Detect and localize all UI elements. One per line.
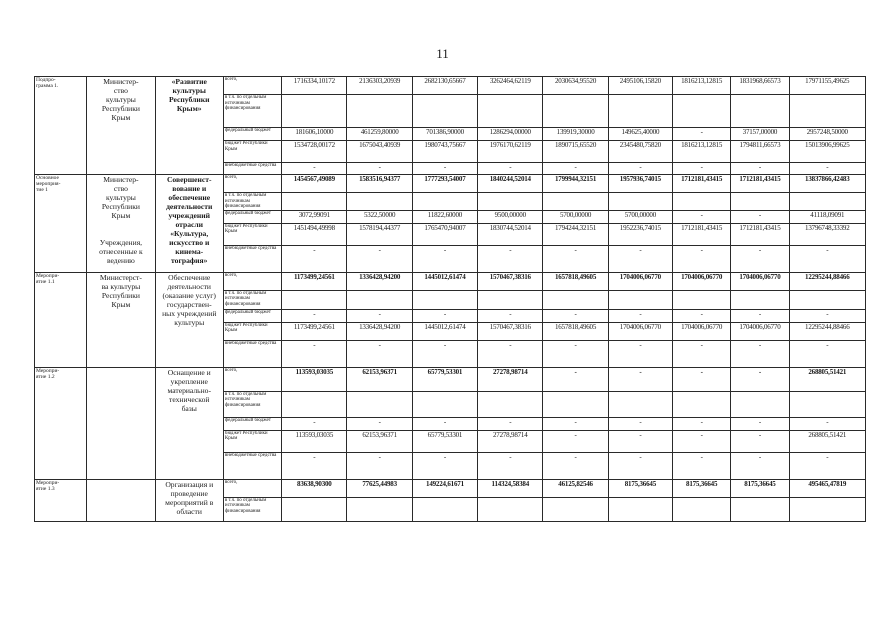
amount-cell: 65779,53301	[412, 430, 477, 452]
amount-cell: 1704006,06770	[608, 322, 672, 340]
amount-cell: -	[673, 128, 731, 141]
amount-cell: 3072,99091	[282, 210, 347, 223]
table-row	[35, 77, 866, 95]
amount-cell	[478, 290, 543, 309]
table-row	[35, 479, 866, 497]
amount-cell	[282, 497, 347, 521]
amount-cell: 1578194,44377	[347, 223, 412, 245]
budget-table	[34, 76, 866, 522]
program-title-cell: «Развитие культуры Республики Крым»	[155, 77, 223, 175]
amount-cell: 268805,51421	[789, 367, 865, 391]
amount-cell: 1704006,06770	[731, 272, 789, 290]
amount-cell: 1712181,43415	[673, 175, 731, 193]
amount-cell: -	[608, 430, 672, 452]
program-code-cell: Меропри- ятие 1.3	[35, 479, 87, 521]
amount-cell: -	[478, 309, 543, 322]
amount-cell: 12295244,88466	[789, 322, 865, 340]
amount-cell: -	[608, 452, 672, 479]
amount-cell: -	[412, 340, 477, 367]
amount-cell: -	[282, 309, 347, 322]
amount-cell: 2030634,95520	[543, 77, 608, 95]
executor-cell	[87, 479, 155, 521]
amount-cell: -	[412, 163, 477, 175]
amount-cell: -	[731, 210, 789, 223]
amount-cell: -	[478, 245, 543, 272]
amount-cell	[347, 95, 412, 128]
amount-cell: 27278,98714	[478, 430, 543, 452]
amount-cell: 3262464,62119	[478, 77, 543, 95]
amount-cell: 1712181,43415	[673, 223, 731, 245]
amount-cell	[789, 193, 865, 211]
amount-cell	[789, 290, 865, 309]
amount-cell: 1765470,94007	[412, 223, 477, 245]
amount-cell	[731, 391, 789, 417]
amount-cell: 83638,90300	[282, 479, 347, 497]
amount-cell: -	[608, 163, 672, 175]
amount-cell: 2345480,75820	[608, 141, 672, 163]
amount-cell	[347, 193, 412, 211]
amount-cell: -	[347, 417, 412, 430]
amount-cell: 62153,96371	[347, 430, 412, 452]
amount-cell: 1980743,75667	[412, 141, 477, 163]
funding-source-label: бюджет Республики Крым	[223, 430, 281, 452]
amount-cell: 8175,36645	[673, 479, 731, 497]
amount-cell: -	[673, 163, 731, 175]
amount-cell	[673, 95, 731, 128]
amount-cell: 12295244,88466	[789, 272, 865, 290]
amount-cell: -	[608, 309, 672, 322]
amount-cell: 1831968,66573	[731, 77, 789, 95]
executor-cell	[87, 367, 155, 479]
amount-cell: 1957936,74015	[608, 175, 672, 193]
amount-cell: 1976170,62119	[478, 141, 543, 163]
amount-cell	[282, 95, 347, 128]
amount-cell: 1583516,94377	[347, 175, 412, 193]
amount-cell: 1712181,43415	[731, 223, 789, 245]
amount-cell: 114324,58384	[478, 479, 543, 497]
funding-source-label: федеральный бюджет	[223, 417, 281, 430]
amount-cell: 1570467,38316	[478, 322, 543, 340]
amount-cell: 2495106,15820	[608, 77, 672, 95]
amount-cell	[673, 290, 731, 309]
amount-cell	[347, 497, 412, 521]
table-row	[35, 175, 866, 193]
amount-cell: -	[543, 245, 608, 272]
amount-cell: -	[731, 163, 789, 175]
amount-cell	[412, 391, 477, 417]
amount-cell	[347, 391, 412, 417]
program-code-cell: Меропри- ятие 1.1	[35, 272, 87, 367]
amount-cell: 1794244,32151	[543, 223, 608, 245]
amount-cell: -	[608, 417, 672, 430]
amount-cell: -	[347, 340, 412, 367]
funding-source-label: всего,	[223, 367, 281, 391]
amount-cell: 461259,80000	[347, 128, 412, 141]
amount-cell	[608, 391, 672, 417]
amount-cell	[478, 497, 543, 521]
amount-cell: 1173499,24561	[282, 322, 347, 340]
amount-cell: 113593,03035	[282, 430, 347, 452]
amount-cell: 37157,00000	[731, 128, 789, 141]
amount-cell	[478, 193, 543, 211]
program-title-cell: Обеспечение деятельности (оказание услуг) государствен- ных учреждений культуры	[155, 272, 223, 367]
amount-cell	[282, 193, 347, 211]
amount-cell	[608, 95, 672, 128]
amount-cell: -	[478, 163, 543, 175]
amount-cell: -	[412, 245, 477, 272]
budget-table-body	[35, 77, 866, 522]
amount-cell: -	[478, 417, 543, 430]
amount-cell: 2136303,20939	[347, 77, 412, 95]
amount-cell: 62153,96371	[347, 367, 412, 391]
funding-source-label: в т.ч. по отдельным источникам финансирования	[223, 290, 281, 309]
amount-cell	[412, 193, 477, 211]
amount-cell: -	[282, 340, 347, 367]
amount-cell: -	[543, 340, 608, 367]
amount-cell: -	[608, 367, 672, 391]
amount-cell: 13837866,42483	[789, 175, 865, 193]
amount-cell: 1704006,06770	[673, 272, 731, 290]
amount-cell: 77625,44983	[347, 479, 412, 497]
amount-cell	[412, 290, 477, 309]
amount-cell: -	[789, 163, 865, 175]
amount-cell: 701386,90000	[412, 128, 477, 141]
funding-source-label: внебюджетные средства	[223, 340, 281, 367]
amount-cell: 1286294,00000	[478, 128, 543, 141]
page-number: 11	[436, 46, 449, 61]
amount-cell	[731, 290, 789, 309]
amount-cell: 1657818,49605	[543, 322, 608, 340]
amount-cell: 2957248,50000	[789, 128, 865, 141]
amount-cell	[673, 193, 731, 211]
funding-source-label: в т.ч. по отдельным источникам финансирования	[223, 391, 281, 417]
amount-cell: -	[731, 430, 789, 452]
amount-cell: -	[412, 417, 477, 430]
funding-source-label: бюджет Республики Крым	[223, 322, 281, 340]
funding-source-label: в т.ч. по отдельным источникам финансирования	[223, 193, 281, 211]
amount-cell: 181606,10000	[282, 128, 347, 141]
funding-source-label: бюджет Республики Крым	[223, 141, 281, 163]
amount-cell	[412, 95, 477, 128]
program-title-cell: Организация и проведение мероприятий в области	[155, 479, 223, 521]
funding-source-label: всего,	[223, 479, 281, 497]
amount-cell: -	[673, 367, 731, 391]
amount-cell	[608, 290, 672, 309]
executor-cell: Министер- ство культуры Республики Крым Учреждения, отнесенные к ведению	[87, 175, 155, 273]
funding-source-label: в т.ч. по отдельным источникам финансирования	[223, 95, 281, 128]
funding-source-label: в т.ч. по отдельным источникам финансирования	[223, 497, 281, 521]
amount-cell: -	[543, 367, 608, 391]
amount-cell: -	[543, 309, 608, 322]
funding-source-label: бюджет Республики Крым	[223, 223, 281, 245]
amount-cell: -	[789, 417, 865, 430]
amount-cell: 149625,40000	[608, 128, 672, 141]
amount-cell: -	[347, 245, 412, 272]
amount-cell: -	[543, 430, 608, 452]
amount-cell: -	[478, 340, 543, 367]
funding-source-label: внебюджетные средства	[223, 163, 281, 175]
amount-cell	[543, 95, 608, 128]
amount-cell: 1952236,74015	[608, 223, 672, 245]
amount-cell: 1704006,06770	[673, 322, 731, 340]
amount-cell	[673, 391, 731, 417]
amount-cell: 1794811,66573	[731, 141, 789, 163]
amount-cell: 17971155,49625	[789, 77, 865, 95]
amount-cell	[608, 193, 672, 211]
amount-cell	[789, 497, 865, 521]
funding-source-label: федеральный бюджет	[223, 210, 281, 223]
program-title-cell: Совершенст- вование и обеспечение деятельности учреждений отрасли «Культура, искусство и кинема- тография»	[155, 175, 223, 273]
amount-cell: -	[608, 245, 672, 272]
amount-cell	[789, 391, 865, 417]
amount-cell: 1799944,32151	[543, 175, 608, 193]
amount-cell	[478, 391, 543, 417]
amount-cell: 1451494,49998	[282, 223, 347, 245]
amount-cell: 5700,00000	[543, 210, 608, 223]
funding-source-label: всего,	[223, 175, 281, 193]
amount-cell: -	[543, 163, 608, 175]
amount-cell: -	[543, 452, 608, 479]
amount-cell: 1454567,49089	[282, 175, 347, 193]
amount-cell: -	[789, 309, 865, 322]
amount-cell: 11822,60000	[412, 210, 477, 223]
funding-source-label: федеральный бюджет	[223, 128, 281, 141]
amount-cell: 5700,00000	[608, 210, 672, 223]
amount-cell: 1716334,10172	[282, 77, 347, 95]
amount-cell: 15013906,99625	[789, 141, 865, 163]
amount-cell: 9500,00000	[478, 210, 543, 223]
amount-cell: 1336428,94200	[347, 272, 412, 290]
amount-cell: -	[412, 309, 477, 322]
funding-source-label: внебюджетные средства	[223, 245, 281, 272]
amount-cell: -	[673, 210, 731, 223]
amount-cell: 1445012,61474	[412, 272, 477, 290]
amount-cell: -	[731, 340, 789, 367]
amount-cell: -	[673, 452, 731, 479]
executor-cell: Министерст- ва культуры Республики Крым	[87, 272, 155, 367]
amount-cell	[731, 497, 789, 521]
amount-cell	[412, 497, 477, 521]
amount-cell: -	[282, 452, 347, 479]
amount-cell: -	[543, 417, 608, 430]
amount-cell: -	[347, 309, 412, 322]
amount-cell: -	[731, 367, 789, 391]
table-row	[35, 272, 866, 290]
amount-cell: -	[673, 309, 731, 322]
amount-cell: 149224,61671	[412, 479, 477, 497]
amount-cell: 1704006,06770	[608, 272, 672, 290]
program-code-cell: Подпро- грамма 1.	[35, 77, 87, 175]
amount-cell	[731, 193, 789, 211]
amount-cell: 1712181,43415	[731, 175, 789, 193]
amount-cell	[282, 290, 347, 309]
amount-cell: -	[789, 340, 865, 367]
amount-cell	[673, 497, 731, 521]
amount-cell: -	[673, 340, 731, 367]
amount-cell: 1534728,00172	[282, 141, 347, 163]
amount-cell: 65779,53301	[412, 367, 477, 391]
amount-cell	[347, 290, 412, 309]
amount-cell: 1777293,54007	[412, 175, 477, 193]
amount-cell: -	[282, 417, 347, 430]
amount-cell: -	[478, 452, 543, 479]
amount-cell: 27278,98714	[478, 367, 543, 391]
amount-cell: 1704006,06770	[731, 322, 789, 340]
program-code-cell: Основное мероприя- тие 1	[35, 175, 87, 273]
amount-cell: 268805,51421	[789, 430, 865, 452]
amount-cell: 41118,09091	[789, 210, 865, 223]
amount-cell	[543, 497, 608, 521]
amount-cell	[478, 95, 543, 128]
amount-cell: 1890715,65520	[543, 141, 608, 163]
amount-cell: -	[789, 452, 865, 479]
funding-source-label: всего,	[223, 77, 281, 95]
amount-cell: -	[731, 417, 789, 430]
table-row	[35, 367, 866, 391]
amount-cell: 495465,47819	[789, 479, 865, 497]
amount-cell: 1816213,12815	[673, 141, 731, 163]
program-code-cell: Меропри- ятие 1.2	[35, 367, 87, 479]
amount-cell: 1657818,49605	[543, 272, 608, 290]
amount-cell: -	[282, 245, 347, 272]
amount-cell: -	[731, 245, 789, 272]
amount-cell: -	[731, 309, 789, 322]
amount-cell: 1173499,24561	[282, 272, 347, 290]
amount-cell: 8175,36645	[731, 479, 789, 497]
amount-cell: -	[412, 452, 477, 479]
amount-cell: -	[673, 417, 731, 430]
amount-cell: 8175,36645	[608, 479, 672, 497]
amount-cell: 1840244,52014	[478, 175, 543, 193]
funding-source-label: федеральный бюджет	[223, 309, 281, 322]
amount-cell: -	[282, 163, 347, 175]
amount-cell: -	[731, 452, 789, 479]
amount-cell	[731, 95, 789, 128]
amount-cell: 46125,82546	[543, 479, 608, 497]
amount-cell: -	[673, 245, 731, 272]
amount-cell	[608, 497, 672, 521]
amount-cell: 1336428,94200	[347, 322, 412, 340]
amount-cell: 1675043,40939	[347, 141, 412, 163]
amount-cell: 5322,50000	[347, 210, 412, 223]
amount-cell: -	[608, 340, 672, 367]
amount-cell: 113593,03035	[282, 367, 347, 391]
amount-cell	[543, 193, 608, 211]
amount-cell	[282, 391, 347, 417]
amount-cell: 2682130,65667	[412, 77, 477, 95]
amount-cell: -	[673, 430, 731, 452]
amount-cell	[543, 391, 608, 417]
funding-source-label: всего,	[223, 272, 281, 290]
program-title-cell: Оснащение и укрепление материально- технической базы	[155, 367, 223, 479]
amount-cell: 1445012,61474	[412, 322, 477, 340]
amount-cell: -	[789, 245, 865, 272]
amount-cell: 1830744,52014	[478, 223, 543, 245]
amount-cell: 1816213,12815	[673, 77, 731, 95]
amount-cell: -	[347, 452, 412, 479]
amount-cell: 13796748,33392	[789, 223, 865, 245]
funding-source-label: внебюджетные средства	[223, 452, 281, 479]
executor-cell: Министер- ство культуры Республики Крым	[87, 77, 155, 175]
amount-cell: 1570467,38316	[478, 272, 543, 290]
amount-cell: -	[347, 163, 412, 175]
amount-cell	[789, 95, 865, 128]
amount-cell: 139919,30000	[543, 128, 608, 141]
amount-cell	[543, 290, 608, 309]
